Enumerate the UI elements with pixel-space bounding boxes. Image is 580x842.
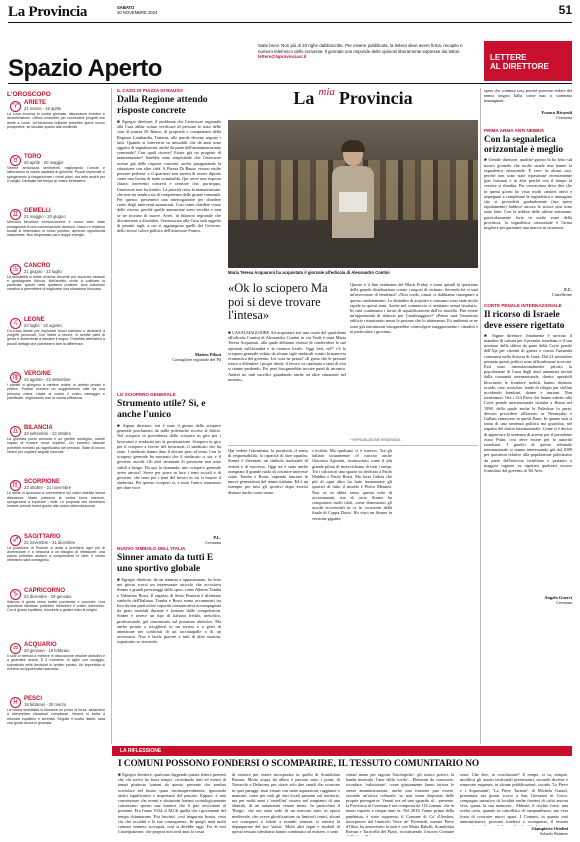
horoscope-sign: VERGINE — [24, 371, 52, 377]
horoscope-sign: LEONE — [24, 316, 45, 323]
horoscope-item — [7, 371, 105, 400]
letter-rsa-body: ■ Egregio direttore, il problema che l'assessore regionale alla Casa abbia voluto verificare di persona lo stato delle case di piazza Di Rauso, di proprietà e competenza della Regione Lombardia, Tattavia, alle parole devono seguire i fatti. Quando si interverrà su immobili che da anni sono oggetto di segnalazioni, anche da parte dell'amministrazione comunale? Con quali risorse? Esiste già un progetto di manutenzione? Sarebbe stato auspicabile che l'assessore avesse già delle risposte concrete, anche paragonando la situazione con altre città. A Piazza Di Rauso vivono molte persone perbene, e il quartiere non merita di essere dipinto come una fucina di mala criminalità. Qui serve una risposta chiara: interventi concreti e certezze che, purtroppo, l'assessore non ha fornito. La priorità resta la manutenzione, che non mi sembra sia di competenza delle giunte comunali. Per questo, presenterò una interrogazione per chiedere conto degli interventi annunciati. Così come chiedere conto delle risorse, perché quelle annunciate sono vecchie e non se ne trovano di nuove. Avrei, in bilancio regionale che discuteremo a dicembre, l'assessorato alla Casa sarà oggetto di pesanti tagli, a cui si aggiungono quelli del Governo, dello stesso colore politico dell'assessore Franco. — [117, 119, 221, 234]
letter-sinner-title: Sinner amato da tutti E uno sportivo globale — [117, 552, 214, 574]
feature-photo-caption: Maria Teresa Acquaroni ha acquistato il giornale all'edicola di Alessandro Contini — [228, 270, 390, 275]
horoscope-item — [7, 154, 105, 183]
horoscope-sign: SCORPIONE — [24, 479, 61, 486]
zodiac-icon: ♌ — [10, 318, 21, 329]
masthead-day: SABATO — [117, 5, 135, 10]
zodiac-icon: ♊ — [10, 209, 21, 220]
letter-rsa — [117, 88, 221, 388]
horoscope-text: Venere armonizza sentimenti, migliorando l'umore e rafforzando la vostra capacità di gestione. Piccoli imprevisti vi spingeranno a riorganizzare i vostri piani, ma tutto andrà per il meglio. Dedicate del tempo al vostro benessere. — [7, 166, 105, 184]
section-tag — [484, 41, 572, 81]
zodiac-icon: ♋ — [10, 264, 21, 275]
letter-sciopero — [117, 392, 221, 545]
zodiac-icon: ♏ — [10, 480, 21, 491]
letter-rsa-kicker: IL CASO DI PIAZZA DI RAUSO — [117, 88, 183, 93]
bottom-title: I COMUNI POSSONO FONDERSI O SCOMPARIRE, IL TESSUTO COMUNITARIO NO — [118, 759, 480, 769]
zodiac-icon: ♐ — [10, 535, 21, 546]
horoscope-text: La Luna avversa la vostra giornata, dissonanze emotive e demotivazione. Ottimo momento per concludere progetti che avete a cuore. Un'intuizione brillante potrebbe aprire nuove prospettive, se lasciate spazio alla creatività. — [7, 112, 105, 129]
section-tag-line2: AL DIRETTORE — [490, 62, 549, 71]
letter-nebbia-title: Con la segnaletica orizzontale è meglio — [484, 135, 563, 156]
horoscope-item — [7, 642, 105, 671]
masthead — [0, 0, 580, 40]
zodiac-icon: ♎ — [10, 426, 21, 437]
horoscope-dates: 23 ottobre - 21 novembre — [24, 485, 72, 491]
interview-body-1: ■ CASALMAGGIORE Ad acquistare ieri una copia del quotidiano all'edicola Contini di Alessandro Contini in via Verdi è stata Maria Teresa Acquaroni, alla quale abbiamo chiesto di condividere le sue opinioni sull'attualità e la cronaca locale. Oggi lieri, nd⁽ʳ⁾ c'è lo sciopero generale voluto da alcune sigle sindacali contro la manovra economica del governo. Lei cosa ne pensa? «Il gusto che le persone riesce a difendere i propri diritti; il lavoro va cambiato e tanti di essi si stanno perdendo. Poi però bisognerebbe trovare punti di incontro. Andrei no tutti sacrifici guardando anche ad altre situazioni nel mondo». — [228, 330, 346, 382]
letter-sciopero-signature: P.L. — [213, 535, 221, 540]
horoscope-sign: CAPRICORNO — [24, 587, 66, 594]
horoscope-dates: 21 maggio - 20 giugno — [24, 214, 66, 220]
letter-sinner-end: spero che continui così, perché potremo vedere del tennis targato Italia come mai ci saremmo immaginati. — [484, 88, 572, 104]
letter-israele-signature: Angelo Guerci — [544, 594, 572, 600]
letter-israele-role: Cremona — [556, 599, 572, 605]
horoscope-text: La vostra sensibilità si dimostra un punto di forza, aiutandovi a interpretare situazioni complesse. Venere vi invita a ritrovare equilibrio e serenità. Seguite il vostro istinto: sarà una guida sicura in giornata. — [7, 708, 105, 726]
zodiac-icon: ♓ — [10, 697, 21, 708]
letter-sciopero-role: Cremona — [205, 540, 221, 545]
bottom-article — [112, 746, 572, 838]
bottom-label: LA RIFLESSIONE — [120, 748, 162, 754]
section-tag-line1: LETTERE — [490, 53, 527, 62]
letter-nebbia-signature: F.C. — [564, 287, 572, 293]
horoscope — [0, 88, 112, 743]
letter-sinner-signature: Franco Rivaroli — [541, 110, 572, 115]
horoscope-text: La giornata porta armonia e un gentile sostegno, sarete capaci di trovare nuovi equilibri. Un incontro casuale potrebbe rivelarsi più significativo del previsto. State di nuovo ritrarvi per cogliere segnali nascosti. — [7, 437, 105, 455]
bottom-body-1: ■ Egregio direttore, qualcuno leggendo questa lettera penserà che chi scrive ha fuori tempo', ricordando fatti ed eventi di tempi piuttosto lontani da questo presente che sembra sciviolare nel futuro quasi inconsapevolmente, ignorando radici significative e importanti del passato. Eppure, è mia convinzione che eventi e situazioni lontani cronologicamente conservano spesso una matrice che li può avvicinare al presente. Era l'anno 1934, il XII di quella che i governanti del tempo chiamavano 'Era fascista', così inagurata Ironia, visto ciò che accadrà e le sue conseguenze. In quegli anni molti comuni vennero accorpati, così si direbbe oggi. Fra di essi Castelponzone, che proprio non avrà anni fa cessa — [118, 772, 226, 835]
letter-israele-kicker: CORTE PENALE INTERNAZIONALE — [484, 303, 562, 309]
letter-sinner-cont-2: c'rivalità. Ma qualcuno ci è riuscito. Tra gli italiani sicuramente c'è riuscito anche Giacomo Agostini, riconosciuto come il più grande pilota di motociclismo di tutti i tempi. Tra i calciatori uno spazio va dedicato a Paolo Maldini e Paolo Rossi. Ma forse l'atleta che più di ogni altro ha fatto innamorare gli sportivi di tutto il mondo è Pietro Mennea. Non so se abbia senso questa serie di accostamenti, ma di certo Sinner ha conquistato molti titoli, come dimostrano gli ascolti eccezionali in cv in occasione della finale di Coppa Davis. Ho visto un Sinner in versione gigante, — [312, 448, 392, 521]
masthead-rule — [8, 22, 572, 23]
letter-israele-body: ■ Signor direttore, finalmente è arrivato il mandato di cattura per il premier israeliano e il suo ministro della difesa da parte della Corte penale dell'Aja per crimini di guerra e contro l'umanità commessi nella Striscia di Gaza. Dal 21 novembre pertanto questi politici sono ufficialmente ricercati. Essi sono internazionalmente privato la popolazione di Gaza degli aiuti umanitari inviati dalla comunità internazionale, diretto operabili bloccando le frontiere mobili, hanno distrutto scuole, case, moschee, tende di rifugio per sfollati uccidendo bambini, donne e anziani. Non torneranno. Ora i 124 Paesi che hanno aderito alla Corte penale internazionale istituita a Roma nel 1998, della quale anche la Palestina fa parte, devono procedere all'arresto se Netanyahu e Gallant entrassero in questi Paesi. In quanto non si tratta di una sentenza politica ma giuridica, nel rispetto del diritto internazionale. Come si è deciso di approvare la sentenza di arresto per il presidente russo Putin, così deve essere per le autorità israeliane. I giudici di questo tribunale internazionale si stanno interessando già dal 2009 per questioni relative alla popolazione palestinese da parte dell'esercito israeliano e pertanto a maggior ragione va rigettato qualsiasi ricorso formulato dal governo di Tel Aviv. — [484, 332, 572, 474]
zodiac-icon: ♑ — [10, 589, 21, 600]
right-column — [484, 88, 572, 744]
section-rule — [8, 83, 572, 84]
interview-body-2: Questo è il fine settimana del Black Friday e torna quindi la questione della grande distribuzione contro i negozi di vicinato. Secondo lei ci sarà un'inversione di tendenza? «Non credo, ormai ci dobbiamo rassegnare a questo cambiamento. Le abitudini di acquisto e consumo sono state molto rapide in questi anni. Anche nel commercio ci sentiamo ormai sfruttati». In città continuano i lavori di riqualificazione dell'ex macello. Può essere un'opportunità di rilancio per Casalmaggiore? «Penso sarà l'ennesimo edificio ristrutturato senza le persone che lo abiteranno. Ex ambienti se ne sono già ristrutturati bisognerebbe coinvolgere maggiormente i cittadini e in particolare i giovani». — [350, 282, 478, 334]
letter-sinner-role: Cremona — [556, 115, 572, 120]
letter-sciopero-kicker: LO SCIOPERO GENERALE — [117, 392, 176, 397]
horoscope-dates: 20 gennaio - 18 febbraio — [24, 648, 70, 653]
letter-nebbia-kicker: PRIMA ARMA ANTI NEBBIA — [484, 128, 545, 133]
horoscope-dates: 22 dicembre - 19 gennaio — [24, 593, 72, 599]
horoscope-sign: SAGITTARIO — [24, 533, 61, 540]
letter-sinner-cont-1: Qui vedete l'ottimismo, la positività, il senso di responsabilità, la capacità di fare squadra. Sinner è diventato un simbolo nazionale di serietà e di successo. Oggi mi è stato anche assegnato il grande ruolo di costruire interesse come Tomba e Rossi, sapendo lanciare le nuove generazioni del tennis italiano. Ed è un esempio per tutti gli sportivi dopo essersi distinto anche come uomo. — [228, 448, 308, 495]
interview-quote: «Ok lo sciopero Ma poi si deve trovare l'intesa» — [228, 281, 328, 322]
photo-counter — [228, 238, 478, 268]
letter-sinner-kicker: NUOVO SIMBOLO DELL'ITALIA — [117, 546, 186, 551]
horoscope-divider — [111, 88, 112, 744]
feature-banner — [228, 88, 478, 122]
right-column-divider — [480, 88, 481, 744]
feature-bottom-rule — [228, 445, 478, 446]
bottom-body-2: di esistere per essere incorporato in quello di Scandolara Ravara. Molta acqua da allora è passata sotto i ponti, di Navarolo e Delmona, per citare solo due canali che scorrono in quei paraggi, anni vissuti con tante aspirazioni, raggiunte o mancate, come per tutti gli enti locali presenti sul territorio, ma per molti anni i 'castellini' vissero nel rimpianto di una identità, di un autonomia venute meno. In particolare il 'Borgo', che era stato sede di un mercato stato in epoca medievale, che aveva glorificazione su limitrofi centri, alcuni ora scomparsi o ridotti a minimi termini, si sentiva la depauperato del suo 'status'. Molti altri segni e simboli di questo tessuto identitario hanno continuato ad esistere, o sono — [232, 772, 340, 835]
feature-photo — [228, 120, 478, 268]
section-intro — [258, 43, 468, 60]
masthead-logo[interactable]: La Provincia — [8, 4, 88, 20]
horoscope-dates: 21 giugno - 22 luglio — [24, 268, 62, 274]
letter-sciopero-body: ■ Signor direttore, ieri è stato il giorno dello sciopero generale proclamato da mille polemiche ricorse al diritto. Nel sciopero in precedenza dallo sciopero in giro per i lavoratori e sindacati per la protestazione. Sciopero in giro per il sciopero a favore del lavoratori, il sindacato che ha stato. I sindacati hanno dato il dovuto peso al tema. Con lo sciopero generale ha mostrato che il sindacato ci sia, e il governo ascolti. Gli altri strumenti di pressione non sono validi a lungo. Da qui la domanda: uno sciopero generale serve ancora? Serve per porre in luce i temi sociali e di governo, che sono poi i temi del lavoro in cui si muove il sindacato. Per questo sciopero sì, e resta l'unico strumento per dare voce. — [117, 423, 221, 491]
bottom-body-3: venuti meno per ragioni 'fisiologiche': gli storici portici, la banda musicale, l'arte della 'corda'... Elementi da conoscere, ricordare, 'valorizzare', come giustamente fanno tuttora le stesse amministrazioni; anche una frazione può essere, secondo un'ottica culturale, se non viene dispoiata delle proprie prerogative. Venuti ora ad uno sguardo al... presente, la Provincia di Cremona è ora composta da 113 comuni, che in meno rispetto a cinque anni fa. Nel 2019, l'anno prima della pandemia, è stato soppresso il Comune di Ca' d'Andrea, incorporato dal limitrofo Torre de' Picenardi, mentre Pieve d'Olmi, ha annoverato la tutti e con Motta Baluffi, Scandolara Ravara e Torricella del Pizzo, ricostituendo il nuovo Comune — [346, 772, 454, 835]
horoscope-dates: 21 marzo - 19 aprile — [24, 106, 62, 111]
horoscope-item — [7, 100, 105, 129]
letter-nebbia-body: ■ Gentile direttore, qualche giorno fa ho letto sul nostro giornale che molte strade non hanno la segnaletica orizzontale. E vero: in alcuni casi, perché non sono state ripristinate recentemente (per fortuna) e in altri perché con il tempo la vernice si sbiadita. Per conoscenza devo dire che in questi giorni ho visto molti cantieri attivi e impegnati a completare la segnaletica e immagino che si procederà gradualmente (ma spero rapidamente) laddove ancora le strisce non sono state fatte. Con la nebbia delle ultime settimane, particolarmente forte in molte zone della provincia, la segnaletica orizzontale è l'arma migliore per garantire una marcia in sicurezza. — [484, 157, 572, 231]
letter-rsa-role: Consigliere regionale del Pd — [172, 357, 221, 362]
horoscope-dates: 22 novembre - 21 dicembre — [24, 539, 76, 545]
masthead-date: 30 NOVEMBRE 2024 — [117, 10, 158, 15]
horoscope-sign: ACQUARIO — [24, 642, 57, 648]
bottom-body-4: zona. Che dire, in conclusione? Il tempo, si sa, sempre, modifica gli assetti territoriali preesistenti, secondo diverse e rinnovate esigenze; in alcune pubblicazioni, ricordo 'La Pieve e i Soprastanti', 'La Pieve Tarante', di Michela Garatti, presentata nei giorni scorsi a San Giovanni in Croce, compagno narrativo di località anche fiorenti di culto ancora viva, quant, la sua memoria... Ebbene, il rischio forse, una scelta certa, quando in cancellato di campanilismo, ma vera forza di costruire nuovi spazi. I Comuni, in quanto enti amministrativi, possono fondersi o scomparire, il tessuto — [460, 772, 568, 824]
horoscope-text: La posizione di Plutone vi aiuta a prendere ogni più di avventurare e a nessuna a un bisogno di riflessione: una pausa potrebbe aiutarvi a comprendere le idee. Il vostro ottimismo sarà contagioso. — [7, 545, 105, 563]
horoscope-text: Mercurio favorisce comunicazione e nuove idee: siate protagonisti di una conversazione decisiva. Lavoro e relazioni sociali si intrecciano in modo positivo, aprendo opportunità inaspettate. Non dispensate però troppe energie. — [7, 220, 105, 238]
horoscope-text: Le stelle vi spronano a concentrarvi sui vostri obiettivi senza distrazioni. Marte potenzia la vostra forza interiore, spingendovi a superare i limiti. Le proposte che sembrano lontane prende forma grazie alla vostra determinazione. — [7, 491, 105, 509]
zodiac-icon: ♒ — [10, 643, 21, 654]
horoscope-item — [7, 263, 105, 292]
horoscope-item — [7, 317, 105, 346]
horoscope-item — [7, 208, 105, 237]
horoscope-text: Il sole vi stimola a mettere in discussione vecchie abitudini e a guardare avanti. È il momento di agire con coraggio, soprattutto nelle decisioni in ambito privato. Un imprevisto si rivelerà un'opportunità nascosta. — [7, 654, 105, 671]
horoscope-item — [7, 588, 105, 613]
letter-rsa-title: Dalla Regione attendo risposte concrete — [117, 94, 208, 116]
horoscope-sign: GEMELLI — [24, 208, 51, 215]
horoscope-text: I pianeti vi spingono a mettere ordine, in ambito privato e pratico. Potrete ricevere un suggerimento utile da una persona vicina. Usate al vostro il vostro vantaggio e pianificate, migliorando così la vostra efficienza. — [7, 383, 105, 400]
letter-sinner-body: ■ Egregio direttore, da un tennista a appassionato, ho letto nei giorni scorsi un interessante articolo che accostava Sinner a grandi personaggi dello sport, come Alberto Tomba e Valentino Rossi. Il ragazzo di Sesto Pusteria è diventato simbolo dell'Italiana. Tomba e Rossi erano accomunati tra loro da una particolare capacità comunicativa accompagnata da gesti trionfali durante e lontano dalle competizioni. Sinner è invece un tipo di italiano freddo, metodico, professionale, già concentrato sul prossimo obiettivo. Ma anche pronto a sciogliersi in un sorriso e a gesti di attenzione nei confronti di un raccattapalle o di un avversario. Non è facile piacere a tutti di altre nazioni, soprattutto se vincendo. — [117, 577, 221, 645]
letter-sciopero-title: Strumento utile? Sì, e anche l'unico — [117, 398, 206, 420]
section-title: Spazio Aperto — [8, 55, 162, 82]
horoscope-title: L'OROSCOPO — [7, 91, 51, 98]
horoscope-text: Ca ruota ideale per esplorare nuovi interessi o dedicarvi a progetti personali. Con Marte a favore, vi sentite pieni di grinta e determinati a lasciare il segno. Potrebbe attendervi a piccoli dettagli che potrebbero fare la differenza. — [7, 328, 105, 346]
bottom-signature: Giampietro Ottolini — [531, 826, 568, 831]
zodiac-icon: ♉ — [10, 155, 21, 166]
horoscope-item — [7, 534, 105, 563]
bottom-role: Solarolo Rainerio — [539, 831, 568, 836]
horoscope-sign: BILANCIA — [24, 425, 53, 432]
horoscope-text: La sensibilità si rivela un'arma vincente per superare ostacoli e guadagnare fiducia. Nell'ambito invita a coltivare la pazienza, specie nelle questioni pratiche. Una soluzione creativa vi permetterà di migliorare una situazione bloccata. — [7, 274, 105, 292]
horoscope-sign: CANCRO — [24, 262, 51, 269]
horoscope-dates: 20 aprile - 20 maggio — [24, 160, 64, 166]
bottom-label-bar — [112, 746, 572, 756]
horoscope-dates: 23 luglio - 22 agosto — [24, 322, 62, 328]
horoscope-sign: ARIETE — [24, 100, 47, 106]
letter-sinner — [117, 546, 221, 746]
feature-banner-la: La — [293, 88, 315, 108]
zodiac-icon: ♈ — [10, 101, 21, 112]
section-intro-text: Siate brevi. Non più di 20 righe dattiloscritte. Per essere pubblicata, la lettera deve avere firma, recapito e numero telefonico dello scrivente. Il giornale non risponde delle opinioni liberamente espresse dai lettori. — [258, 43, 463, 54]
zodiac-icon: ♍ — [10, 372, 21, 383]
horoscope-dates: 23 agosto - 22 settembre — [24, 377, 71, 382]
horoscope-dates: 23 settembre - 22 ottobre — [24, 431, 72, 437]
feature-banner-mia: mia — [318, 86, 335, 98]
horoscope-sign: PESCI — [24, 696, 43, 703]
horoscope-item — [7, 425, 105, 454]
feature-banner-provincia: Provincia — [338, 88, 413, 108]
horoscope-item — [7, 479, 105, 508]
horoscope-dates: 19 febbraio - 20 marzo — [24, 702, 67, 708]
horoscope-sign: TORO — [24, 154, 42, 161]
page-number: 51 — [558, 3, 572, 17]
section-email[interactable]: lettere@laprovinciacr.it — [258, 54, 307, 60]
letter-nebbia-role: Castelleone — [551, 292, 572, 298]
horoscope-text: Saturno vi guida verso scelte ponderate e concrete. Una questione familiare potrebbe richiedere il vostro intervento. Con il giusto equilibrio, riuscirete a gestire tutto al meglio. — [7, 599, 105, 613]
interview-credit: * RIPRODUZIONE RISERVATA — [350, 438, 401, 442]
horoscope-item — [7, 696, 105, 725]
letter-rsa-signature: Matteo Piloni — [194, 352, 221, 357]
letter-israele-title: Il ricorso di Israele deve essere rigettato — [484, 310, 565, 331]
